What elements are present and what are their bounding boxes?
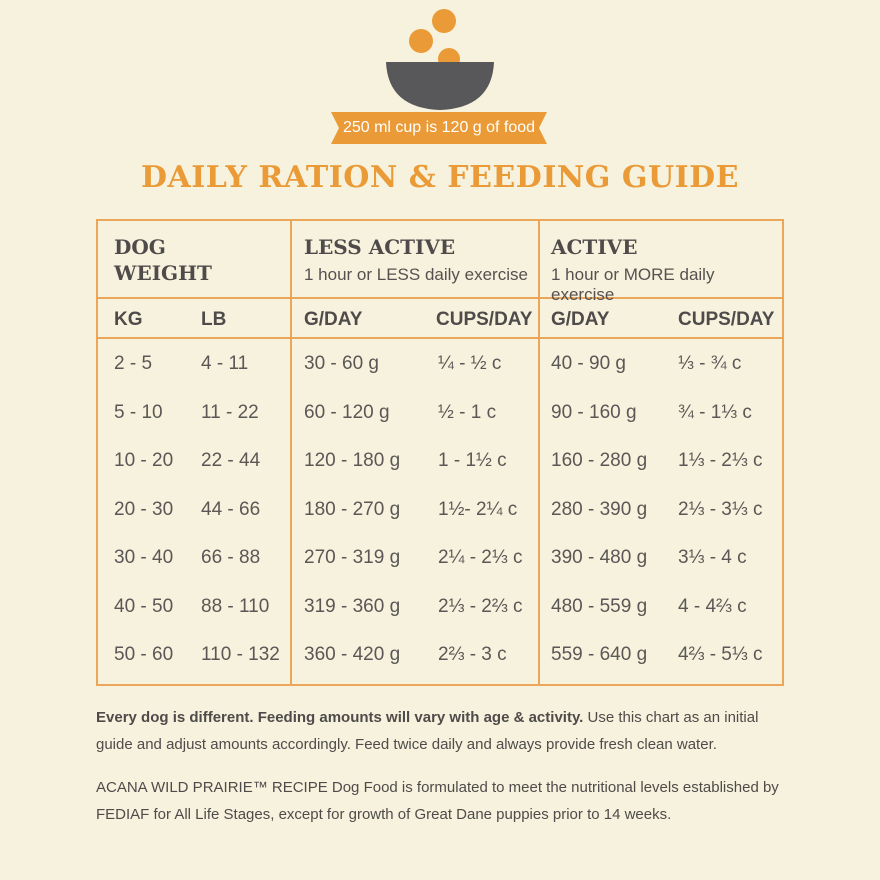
dog-weight-header: DOG WEIGHT xyxy=(114,235,212,285)
table-cell: 390 - 480 g xyxy=(551,547,648,568)
table-cell: 88 - 110 xyxy=(201,595,270,617)
feeding-note xyxy=(96,704,796,758)
table-cell: 3⅓ - 4 c xyxy=(678,547,747,568)
table-cell: ¾ - 1⅓ c xyxy=(678,401,752,423)
active-header: ACTIVE xyxy=(551,235,638,259)
serving-size-banner: 250 ml cup is 120 g of food xyxy=(342,119,536,136)
table-cell: 319 - 360 g xyxy=(304,595,401,617)
page-title: DAILY RATION & FEEDING GUIDE xyxy=(140,160,740,195)
table-cell: 5 - 10 xyxy=(114,401,163,423)
table-cell: 10 - 20 xyxy=(114,450,174,471)
table-cell: 30 - 40 xyxy=(114,547,174,568)
table-cell: 110 - 132 xyxy=(201,644,280,665)
column-header-lb: LB xyxy=(201,309,227,330)
feeding-note-body: Use this chart as an initial guide and adjust amounts accordingly. Feed twice daily and always provide fresh clean water. xyxy=(96,709,759,753)
less-active-header: LESS ACTIVE xyxy=(304,235,456,259)
table-cell: 2¼ - 2⅓ c xyxy=(438,547,523,568)
table-cell: 1½- 2¼ c xyxy=(438,498,518,520)
column-divider xyxy=(538,221,540,684)
table-cell: 20 - 30 xyxy=(114,498,174,520)
table-cell: 280 - 390 g xyxy=(551,498,648,520)
active-subheader: 1 hour or MORE daily exercise xyxy=(551,265,715,304)
food-pellet-icon xyxy=(409,29,433,53)
less-active-subheader: 1 hour or LESS daily exercise xyxy=(304,265,528,284)
table-cell: 270 - 319 g xyxy=(304,547,401,568)
table-cell: 120 - 180 g xyxy=(304,450,401,471)
table-cell: 40 - 90 g xyxy=(551,353,626,374)
column-header-gday: G/DAY xyxy=(304,309,363,330)
table-cell: 90 - 160 g xyxy=(551,401,637,423)
table-cell: 2⅓ - 3⅓ c xyxy=(678,498,763,520)
table-cell: ⅓ - ¾ c xyxy=(678,353,742,374)
table-cell: 2⅓ - 2⅔ c xyxy=(438,595,523,617)
table-cell: 160 - 280 g xyxy=(551,450,648,471)
row-divider xyxy=(98,337,782,339)
feeding-note-lead: Every dog is different. Feeding amounts will vary with age & activity. xyxy=(96,709,584,726)
table-cell: 44 - 66 xyxy=(201,498,261,520)
table-cell: 4⅔ - 5⅓ c xyxy=(678,644,763,665)
bowl-icon xyxy=(386,62,494,110)
table-cell: 22 - 44 xyxy=(201,450,261,471)
table-cell: 4 - 11 xyxy=(201,353,249,374)
table-cell: 2⅔ - 3 c xyxy=(438,644,507,665)
column-header-gday-active: G/DAY xyxy=(551,309,610,330)
food-pellet-icon xyxy=(432,9,456,33)
table-cell: ¼ - ½ c xyxy=(438,353,502,374)
table-cell: 60 - 120 g xyxy=(304,401,390,423)
table-cell: 559 - 640 g xyxy=(551,644,648,665)
table-cell: 4 - 4⅔ c xyxy=(678,595,747,617)
feeding-table xyxy=(96,219,784,686)
table-cell: 480 - 559 g xyxy=(551,595,648,617)
column-header-cupsday: CUPS/DAY xyxy=(436,309,533,330)
table-cell: 360 - 420 g xyxy=(304,644,401,665)
table-cell: 1⅓ - 2⅓ c xyxy=(678,450,763,471)
table-cell: 1 - 1½ c xyxy=(438,450,507,471)
table-cell: ½ - 1 c xyxy=(438,401,497,423)
column-header-kg: KG xyxy=(114,309,143,330)
table-cell: 50 - 60 xyxy=(114,644,174,665)
table-cell: 2 - 5 xyxy=(114,353,153,374)
column-divider xyxy=(290,221,292,684)
column-header-cupsday-active: CUPS/DAY xyxy=(678,309,775,330)
table-cell: 11 - 22 xyxy=(201,401,259,423)
nutrition-statement: ACANA WILD PRAIRIE™ RECIPE Dog Food is formulated to meet the nutritional levels established by FEDIAF for All Life Stages, except for growth of Great Dane puppies prior to 14 weeks. xyxy=(96,779,779,823)
table-cell: 30 - 60 g xyxy=(304,353,379,374)
table-cell: 66 - 88 xyxy=(201,547,261,568)
table-cell: 180 - 270 g xyxy=(304,498,401,520)
table-cell: 40 - 50 xyxy=(114,595,174,617)
